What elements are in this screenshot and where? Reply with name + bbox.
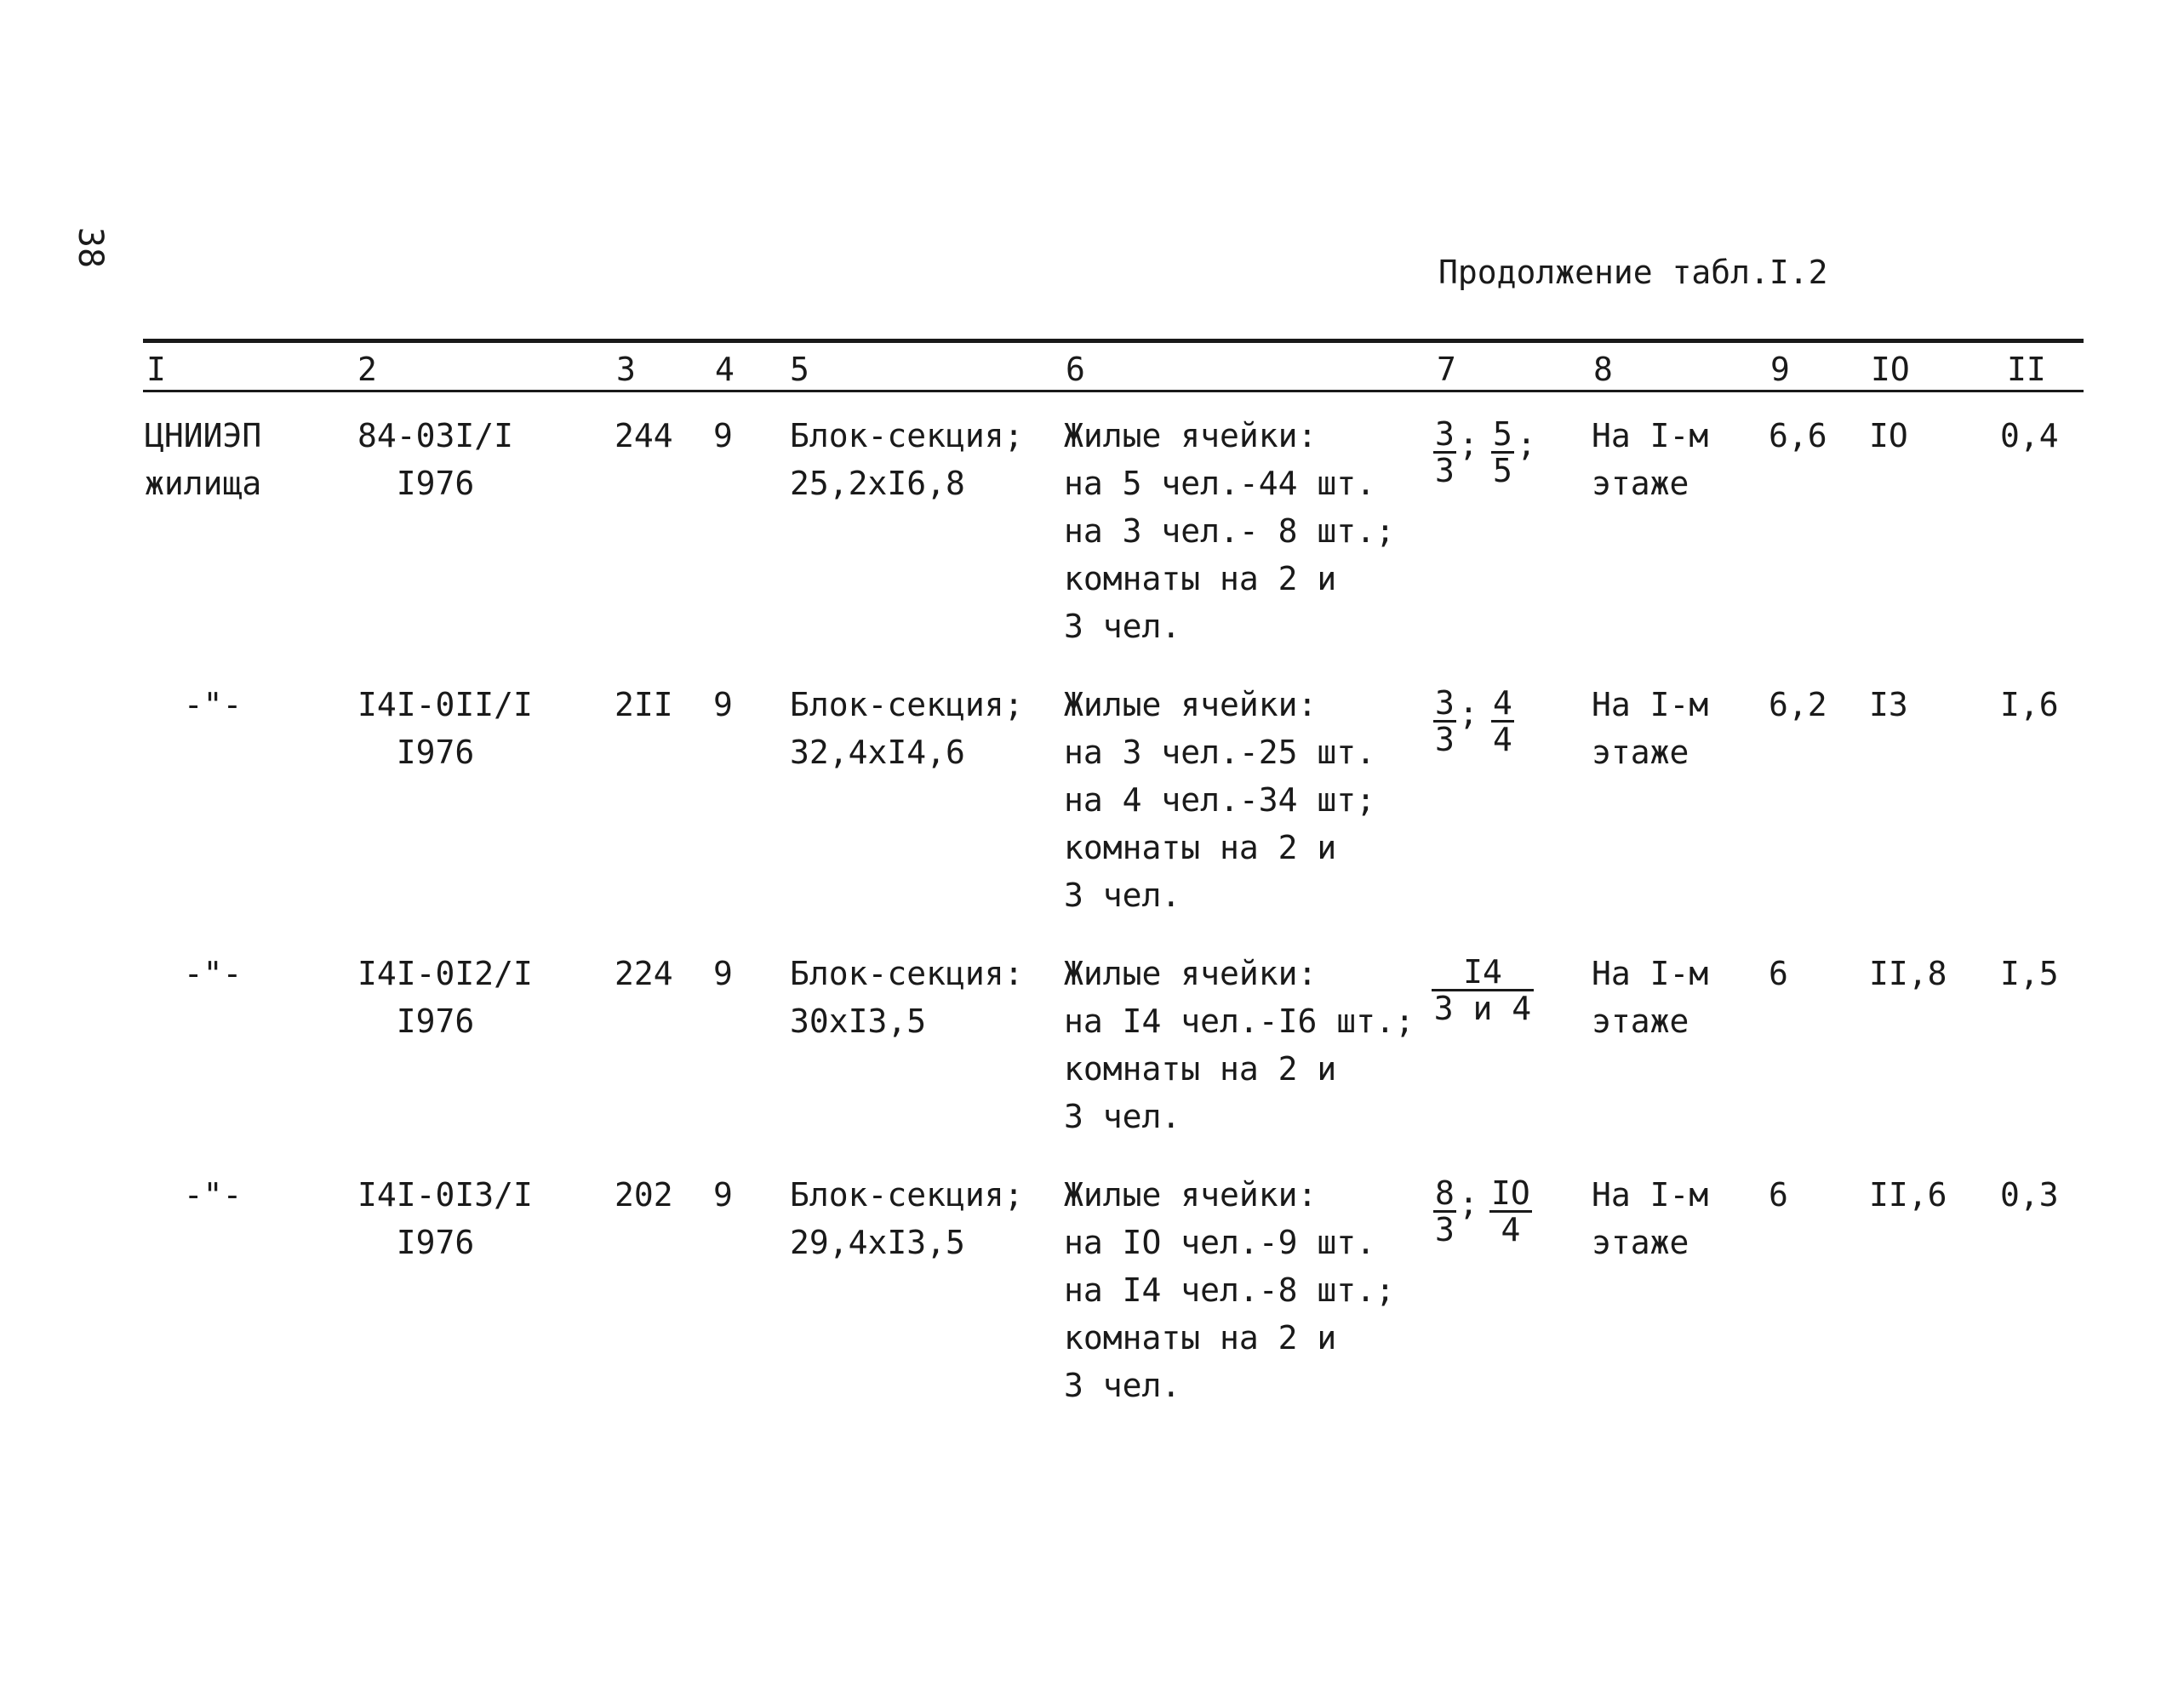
row1-col9: 6,6 (1769, 417, 1827, 454)
row4-fraction-2: $\frac{IO}{4}$ (1491, 1174, 1530, 1248)
row3-col10: II,8 (1869, 955, 1947, 992)
row1-fraction-2: $\frac{5}{5}$ (1493, 415, 1512, 489)
row3-col4: 9 (713, 955, 733, 992)
row3-col9: 6 (1769, 955, 1788, 992)
header-col-10: IO (1871, 351, 1910, 388)
row4-col3: 202 (615, 1176, 673, 1214)
row3-project-code: I4I-0I2/I I976 (357, 955, 533, 1040)
table-top-rule (143, 339, 2084, 343)
row4-col6: Жилые ячейки: на IO чел.-9 шт. на I4 чел.-8 шт.; комнаты на 2 и 3 чел. (1064, 1176, 1395, 1404)
header-col-2: 2 (357, 351, 377, 388)
header-col-1: I (146, 351, 166, 388)
row2-organization: -"- (145, 686, 243, 723)
row3-col5: Блок-секция: 30xI3,5 (790, 955, 1024, 1040)
row2-fraction-separator: ; (1459, 694, 1478, 732)
header-col-5: 5 (790, 351, 809, 388)
row1-col6: Жилые ячейки: на 5 чел.-44 шт. на 3 чел.- 8 шт.; комнаты на 2 и 3 чел. (1064, 417, 1395, 645)
row2-col8: На I-м этаже (1592, 686, 1709, 771)
row4-col11: 0,3 (2000, 1176, 2059, 1214)
header-col-11: II (2007, 351, 2046, 388)
row2-col4: 9 (713, 686, 733, 723)
row1-col4: 9 (713, 417, 733, 454)
row2-col3: 2II (615, 686, 673, 723)
header-col-4: 4 (715, 351, 735, 388)
row1-organization: ЦНИИЭП жилища (145, 417, 262, 502)
header-col-7: 7 (1437, 351, 1456, 388)
row1-col8: На I-м этаже (1592, 417, 1709, 502)
row2-col11: I,6 (2000, 686, 2059, 723)
table-caption: Продолжение табл.I.2 (1438, 254, 1828, 291)
row2-fraction-2: $\frac{4}{4}$ (1493, 684, 1512, 758)
row1-fraction-separator-2: ; (1517, 426, 1536, 463)
row2-project-code: I4I-0II/I I976 (357, 686, 533, 771)
page-number: 38 (71, 226, 111, 269)
row3-organization: -"- (145, 955, 243, 992)
row3-col8: На I-м этаже (1592, 955, 1709, 1040)
row4-fraction-1: $\frac{8}{3}$ (1435, 1174, 1455, 1248)
row1-fraction-separator: ; (1459, 426, 1478, 463)
row4-organization: -"- (145, 1176, 243, 1214)
row1-col10: IO (1869, 417, 1908, 454)
row3-col3: 224 (615, 955, 673, 992)
row2-fraction-1: $\frac{3}{3}$ (1435, 684, 1455, 758)
header-col-8: 8 (1593, 351, 1613, 388)
header-col-6: 6 (1066, 351, 1085, 388)
row3-col11: I,5 (2000, 955, 2059, 992)
row3-fraction: I4 3 и 4 (1432, 955, 1534, 1025)
row2-col5: Блок-секция; 32,4xI4,6 (790, 686, 1024, 771)
row2-col9: 6,2 (1769, 686, 1827, 723)
header-col-9: 9 (1770, 351, 1790, 388)
row4-col9: 6 (1769, 1176, 1788, 1214)
row2-col10: I3 (1869, 686, 1908, 723)
header-col-3: 3 (616, 351, 636, 388)
table-header-rule (143, 390, 2084, 392)
row4-project-code: I4I-0I3/I I976 (357, 1176, 533, 1261)
row4-col5: Блок-секция; 29,4xI3,5 (790, 1176, 1024, 1261)
row1-col5: Блок-секция; 25,2xI6,8 (790, 417, 1024, 502)
row4-fraction-separator: ; (1459, 1185, 1478, 1222)
row2-col6: Жилые ячейки: на 3 чел.-25 шт. на 4 чел.-34 шт; комнаты на 2 и 3 чел. (1064, 686, 1376, 914)
row1-project-code: 84-03I/I I976 (357, 417, 514, 502)
row1-fraction-1: $\frac{3}{3}$ (1435, 415, 1455, 489)
row4-col8: На I-м этаже (1592, 1176, 1709, 1261)
row1-col3: 244 (615, 417, 673, 454)
row4-col10: II,6 (1869, 1176, 1947, 1214)
row3-col6: Жилые ячейки: на I4 чел.-I6 шт.; комнаты на 2 и 3 чел. (1064, 955, 1415, 1135)
row1-col11: 0,4 (2000, 417, 2059, 454)
row4-col4: 9 (713, 1176, 733, 1214)
